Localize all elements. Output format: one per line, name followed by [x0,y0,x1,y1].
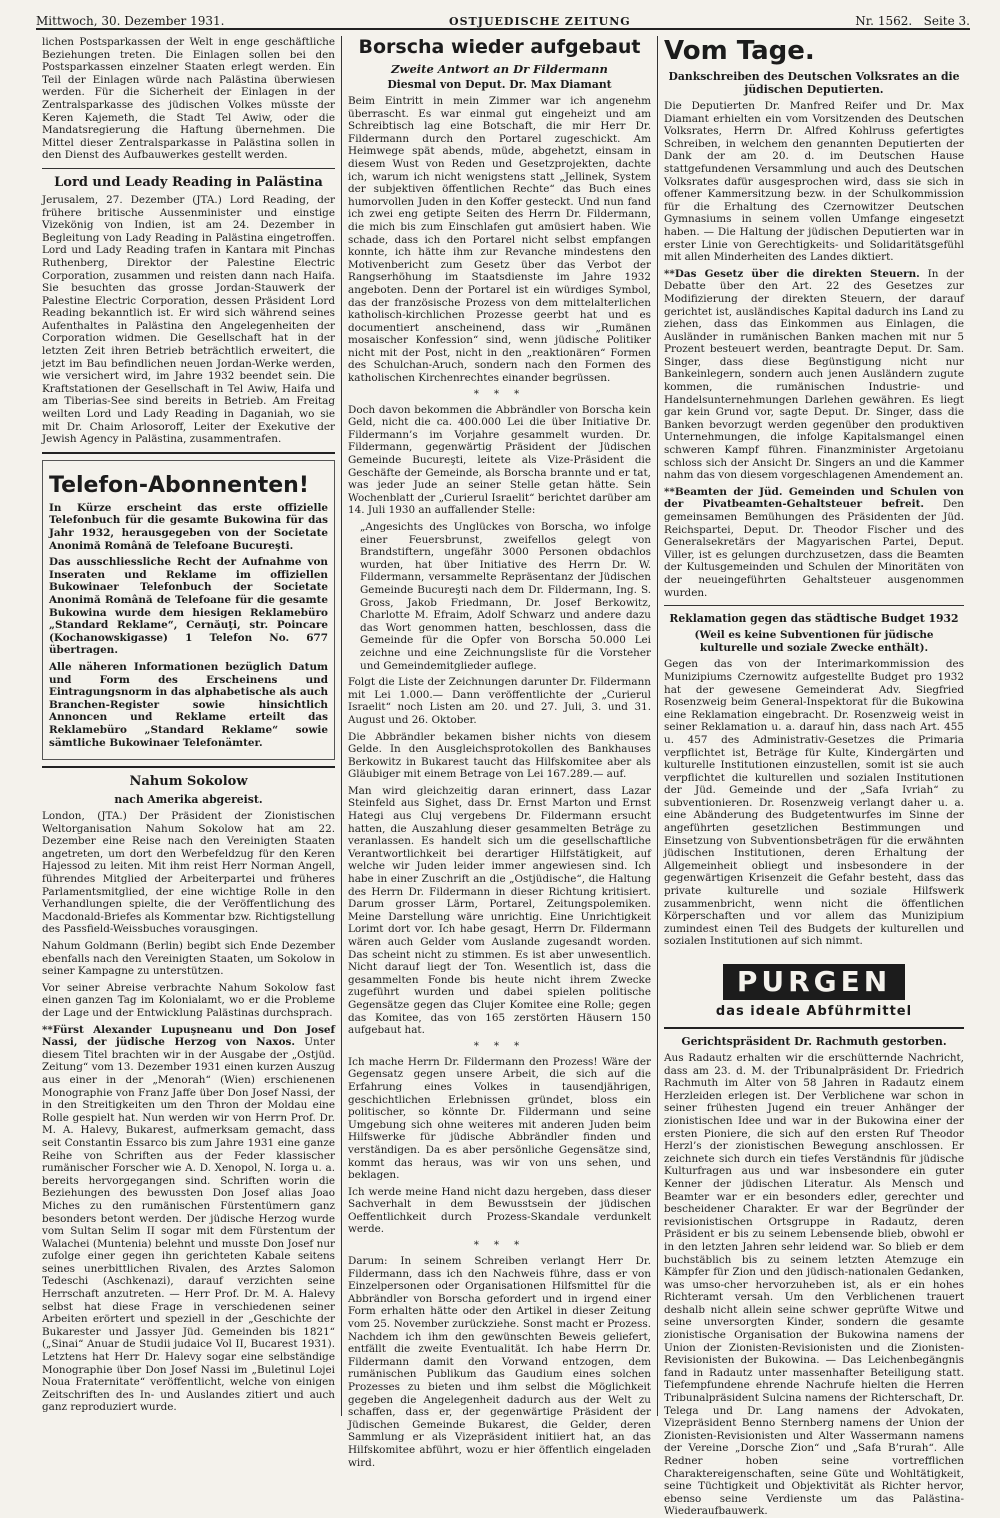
issue-number-page [855,14,970,28]
article-subtitle-sokolow: nach Amerika abgereist. [114,793,263,807]
article-text: Die Deputierten Dr. Manfred Reifer und Dr. Max Diamant erhielten ein vom Vorsitzenden des Deutschen Volksrates, Herrn Dr. Alfred Kohlruss gefertigtes Schreiben, in welchem den genannten Deputierten der Dank der am 20. d. im Deutschen Hause stattgefundenen Versammlung und auch des Deutschen Volksrates dafür ausgesprochen wird, dass sie sich in offener Kammersitzung bezw. in der Schulkommission für die Erhaltung des Czernowitzer Deutschen Gymnasiums in seinem vollen Umfange eingesetzt haben. — Die Haltung der jüdischen Deputierten war in erster Linie von Gerechtigkeits- und Solidaritätsgefühl mit allen Minderheiten des Landes diktiert. [664,100,964,264]
issue-date: Mittwoch, 30. Dezember 1931. [36,14,225,28]
divider [664,605,964,606]
article-text: London, (JTA.) Der Präsident der Zionistischen Weltorganisation Nahum Sokolow hat am 22. Dezember eine Reise nach den Vereinigten Staaten angetreten, um dort den Werbefeldzug für den Keren Hajessod zu leiten. Mit ihm reist Herr Norman Angell, führendes Mitglied der Arbeiterpartei und früheres Parlamentsmitglied, der eine wichtige Rolle in den Verhandlungen spielte, die der Veröffentlichung des Macdonald-Briefes als Kommentar bzw. Richtigstellung des Passfield-Weissbuches vorausgingen. [42,810,335,936]
article-subtitle-reklamation: (Weil es keine Subventionen für jüdische kulturelle und soziale Zwecke enthält). [694,629,934,654]
article-text-reading: Jerusalem, 27. Dezember (JTA.) Lord Reading, der frühere britische Aussenminister und einstige Vizekönig von Indien, ist am 24. Dezember in Begleitung von Lady Reading in Palästina eingetroffen. Lord und Lady Reading trafen in Kantara mit Pinchas Ruthenberg, Direktor der Palestine Electric Corporation, zusammen und reisten dann nach Haifa. Sie besuchten das grosse Jordan-Stauwerk der Palestine Electric Corporation, dessen Präsident Lord Reading bekanntlich ist. Er wird sich während seines Aufenthaltes in Palästina den Angelegenheiten der Corporation widmen. Die Gesellschaft hat in der letzten Zeit ihren Betrieb beträchtlich erweitert, die jetzt im Bau befindlichen neuen Jordan-Werke werden, wie versichert wird, im Jahre 1932 beendet sein. Die Kraftstationen der Gesellschaft in Tel Awiw, Haifa und am Tiberias-See sind bereits in Betrieb. Am Freitag weilten Lord und Lady Reading in Daganiah, wo sie mit Dr. Chaim Arlosoroff, Leiter der Exekutive der Jewish Agency in Palästina, zusammentrafen. [42,193,335,446]
article-lead-gesetz: **Das Gesetz über die direkten Steuern. [664,267,920,280]
section-title-vom-tage: Vom Tage. [664,36,815,66]
masthead [36,6,970,30]
article-title-dank: Dankschreiben des Deutschen Volksrates an die jüdischen Deputierten. [668,70,960,96]
page-number: Seite 3. [923,14,970,28]
article-subtitle-borscha: Zweite Antwort an Dr Fildermann [391,62,608,76]
article-title-borscha: Borscha wieder aufgebaut [358,36,641,58]
article-text: Vor seiner Abreise verbrachte Nahum Sokolow fast einen ganzen Tag im Kolonialamt, wo er die Probleme der Lage und der Entwicklung Palästinas durchsprach. [42,981,335,1019]
article-lead-nassi: **Fürst Alexander Lupuşneanu und Don Josef Nassi, der jüdische Herzog von Naxos. [42,1023,335,1049]
article-title-sokolow: Nahum Sokolow [129,774,248,790]
article-text: Aus Radautz erhalten wir die erschütternde Nachricht, dass am 23. d. M. der Tribunalpräsident Dr. Friedrich Rachmuth im Alter von 58 Jahren in Radautz einem Herzleiden erlegen ist. Der Verblichene war schon in seiner frühesten Jugend ein treuer Anhänger der zionistischen Idee und war in der Bukowina einer der ersten Pioniere, die sich auf den ersten Ruf Theodor Herzl’s der zionistischen Bewegung anschlossen. Er zeichnete sich durch ein tiefes Verständnis für jüdische Kulturfragen aus und war insbesondere ein guter Kenner der jüdischen Literatur. Als Mensch und Beamter war er ein besonders edler, gerechter und bescheidener Charakter. Er war der Begründer der revisionistischen Ortsgruppe in Radautz, deren Präsident er bis zu seinem Lebensende blieb, obwohl er in den letzten Jahren sehr leidend war. So blieb er dem buchstäblich bis zu seinem letzten Atemzuge ein Kämpfer für Zion und den jüdisch-nationalen Gedanken, was umso-cher hervorzuheben ist, als er ein hohes Richteramt versah. Um den Verblichenen trauert deshalb nicht allein seine schwer geprüfte Witwe und seine unversorgten Kinder, sondern die gesamte zionistische Organisation der Bukowina namens der Union der Zionisten-Revisionisten und die Zionisten-Revisionisten der Bukowina. — Das Leichenbegängnis fand in Radautz unter massenhafter Beteiligung statt. Tiefempfundene ehrende Nachrufe hielten die Herren Tribunalpräsident Sulcina namens der Richterschaft, Dr. Telega und Dr. Lang namens der Advokaten, Vizepräsident Benno Sternberg namens der Union der Zionisten-Revisionisten und Alter Wassermann namens der Vereine „Dorsche Zion“ und „Safa B’rurah“. Alle Redner hoben seine vortrefflichen Charaktereigenschaften, seine Güte und Wohltätigkeit, seine Tüchtigkeit und Objektivität als Richter hervor, ebenso seine Verdienste um das Palästina-Wiederaufbauwerk. [664,1052,964,1518]
article-text-gesetz [664,268,964,482]
article-text-nassi [42,1024,335,1414]
divider [664,1027,964,1029]
purgen-ad-tagline: das ideale Abführmittel [715,1004,913,1019]
article-text: Die Abbrändler bekamen bisher nichts von diesem Gelde. In den Ausgleichsprotokollen des Bankhauses Berkowitz in Bukarest taucht das Hilfskomitee aber als Gläubiger mit einem Betrage von Lei 167.289.— auf. [348,730,651,781]
section-stars: * * * [473,1240,526,1252]
article-byline: Diesmal von Deput. Dr. Max Diamant [387,78,612,91]
article-quote: „Angesichts des Unglückes von Borscha, wo infolge einer Feuersbrunst, zweifellos gelegt von Brandstiftern, ungefähr 3000 Personen obdachlos wurden, hat über Initiative des Herrn Dr. W. Fildermann, versammelte Repräsentanz der Jüdischen Gemeinde Bucureşti nach dem Dr. Fildermann, Ing. S. Gross, Jakob Friedmann, Dr. Josef Berkowitz, Charlotte M. Efraim, Adolf Schwarz und andere dazu das Wort genommen hatten, beschlossen, dass die Gemeinde für die Opfer von Borscha 50.000 Lei zeichne und eine Zeichnungsliste für die Vorsteher und Gemeindemitglieder auflege. [360,521,651,672]
divider [42,452,335,454]
article-title-reading: Lord und Leady Reading in Palästina [54,174,323,190]
article-lead-beamten: **Beamten der Jüd. Gemeinden und Schulen von der Pivatbeamten-Gehaltsteuer befreit. [664,485,964,511]
article-title-reklamation: Reklamation gegen das städtische Budget 1932 [669,612,959,626]
ad-text: Das ausschliessliche Recht der Aufnahme von Inseraten und Reklame im offiziellen Bukowinaer Telefonbuch der Societate Anonimă Română de Telefoane für die gesamte Bukowina wurde dem hiesigen Reklamebüro „Standard Reklame“, Cernăuţi, str. Poincare (Kochanowskigasse) 1 Telefon No. 677 übertragen. [49,556,328,657]
article-text-beamten [664,486,964,599]
article-continuation: lichen Postsparkassen der Welt in enge geschäftliche Beziehungen treten. Die Einlagen sollen bei den Postsparkassen einzelner Staaten erlegt werden. Ein Teil der Einlagen würde nach Palästina überwiesen werden. Für die Sicherheit der Einlagen in der Zentralsparkasse des jüdischen Volkes müsste der Keren Kajemeth, die Stadt Tel Awiw, oder die Mandatsregierung die Haftung übernehmen. Die Mittel dieser Zentralsparkasse in Palästina sollen in den Dienst des Aufbauwerkes gestellt werden. [42,36,335,162]
article-text: Doch davon bekommen die Abbrändler von Borscha kein Geld, nicht die ca. 400.000 Lei die über Initiative Dr. Fildermann’s im Vorjahre gesammelt wurden. Dr. Fildermann, gegenwärtig Präsident der Jüdischen Gemeinde Bucureşti, leitete als Vize-Präsident die Geschäfte der Gemeinde, als Borscha brannte und er tat, was jeder Jude an seiner Stelle getan hätte. Sein Wochenblatt der „Curierul Israelit“ berichtet darüber am 14. Juli 1930 an auffallender Stelle: [348,403,651,517]
divider [42,168,335,169]
article-body-gesetz: In der Debatte über den Art. 22 des Gesetzes zur Modifizierung der direkten Steuern, der darauf gerichtet ist, ausländisches Kapital dadurch ins Land zu ziehen, dass das Einkommen aus Einlagen, die Ausländer in rumänischen Banken machen mit nur 5 Prozent besteuert werden, beantragte Deput. Dr. Sam. Singer, dass diese Begünstigung nicht nur Bankeinlegern, sondern auch jenen Ausländern zugute kommen, die rumänischen Industrie- und Handelsunternehmungen Darlehen gewähren. Es liegt gar kein Grund vor, sagte Deput. Dr. Singer, dass die Banken bevorzugt werden gegenüber den produktiven Unternehmungen, die infolge Kapitalsmangel einen schweren Kampf führen. Finanzminister Argetoianu schloss sich der Ansicht Dr. Singers an und die Kammer nahm das von diesem vorgeschlagenen Amendement an. [664,267,964,482]
article-title-rachmuth: Gerichtspräsident Dr. Rachmuth gestorben. [681,1035,947,1048]
article-text: Folgt die Liste der Zeichnungen darunter Dr. Fildermann mit Lei 1.000.— Dann veröffentlichte der „Curierul Israelit“ noch Listen am 20. und 27. Juli, 3. und 31. August und 26. Oktober. [348,676,651,726]
article-text: Nahum Goldmann (Berlin) begibt sich Ende Dezember ebenfalls nach den Vereinigten Staaten, um Sokolow in seiner Kampagne zu unterstützen. [42,940,335,978]
column-middle [342,36,658,1469]
article-text: Darum: In seinem Schreiben verlangt Herr Dr. Fildermann, dass ich den Nachweis führe, dass er von Einzelpersonen oder Organisationen Hilfsmittel für die Abbrändler von Borscha gefordert und in irgend einer Form erhalten hätte oder den Artikel in dieser Zeitung vom 25. November zurückziehe. Sonst macht er Prozess. Nachdem ich ihm den gewünschten Beweis geliefert, entfällt die zweite Eventualität. Ich habe Herrn Dr. Fildermann damit den Vorwand entzogen, dem rumänischen Publikum das Gaudium eines solchen Prozesses zu bieten und ihm selbst die Möglichkeit gegeben die Angelegenheit dadurch aus der Welt zu schaffen, dass er, der gegenwärtige Präsident der Jüdischen Gemeinde Bukarest, die Gelder, deren Sammlung er als Vizepräsident initiiert hat, an das Hilfskomitee abführt, wozu er hier öffentlich eingeladen wird. [348,1255,651,1469]
section-stars: * * * [473,388,526,400]
article-body-nassi: Unter diesem Titel brachten wir in der Ausgabe der „Ostjüd. Zeitung“ vom 13. Dezember 1931 einen kurzen Auszug aus einer in der „Menorah“ (Wien) erschienenen Monographie von Franz Jaffe über Don Josef Nassi, der in den Streitigkeiten um den Thron der Moldau eine Rolle gespielt hat. Nun werden wir von Herrn Prof. Dr. M. A. Halevy, Bukarest, aufmerksam gemacht, dass seit Constantin Essarco bis zum Jahre 1931 eine ganze Reihe von Schriften aus der Feder klassischer rumänischer Forscher wie A. D. Xenopol, N. Iorga u. a. bereits hervorgegangen sind. Schriften worin die Beziehungen des bewussten Don Josef alias Joao Miches zu den rumänischen Fürstentümern ganz besonders betont werden. Der jüdische Herzog wurde vom Sultan Selim II sogar mit dem Fürstentum der Walachei (Muntenia) belehnt und musste Don Josef nur zufolge einer gegen ihn gerichteten Kabale seitens seines unerbittlichen Rivalen, des Arztes Salomon Tedeschi (Aschkenazi), darauf verzichten seine Herrschaft anzutreten. — Herr Prof. Dr. M. A. Halevy selbst hat diese Frage in verschiedenen seiner Arbeiten erörtert und speziell in der „Geschichte der Bukarester und Jassyer Jüd. Gemeinden bis 1821“ („Sinai“ Anuar de Studii judaice Vol II, Bucarest 1931). Letztens hat Herr Dr. Halevy sogar eine selbständige Monographie über Don Josef Nassi im „Buletinul Lojei Noua Fraternitate“ veröffentlicht, welche von einigen Zeitschriften des In- und Auslandes zitiert und auch ganz reproduziert wurde. [42,1036,335,1414]
ad-text: Alle näheren Informationen bezüglich Datum und Form des Erscheinens und Eintragungsnorm in das alphabetische als auch Branchen-Register sowie hinsichtlich Annoncen und Reklame erteilt das Reklamebüro „Standard Reklame“ sowie sämtliche Bukowinaer Telefonämter. [49,660,328,749]
article-text: Ich mache Herrn Dr. Fildermann den Prozess! Wäre der Gegensatz gegen unsere Arbeit, die sich auf die Erfahrung eines Volkes in tausendjährigen, geschichtlichen Erlebnissen gründet, bloss ein politischer, so könnte Dr. Fildermann und seine Umgebung sich ohne weiteres mit anderen Juden beim Hilfswerke für jüdische Abbrändler finden und verständigen. Da es aber persönliche Gegensätze sind, kommt das heraus, was wir von uns sehen, und beklagen. [348,1055,651,1182]
ad-text: In Kürze erscheint das erste offizielle Telefonbuch für die gesamte Bukowina für das Jahr 1932, herausgegeben von der Societate Anonimă Română de Telefoane Bucureşti. [49,501,328,552]
paper-name: OSTJUEDISCHE ZEITUNG [449,15,631,28]
ad-title-telefon: Telefon-Abonnenten! [49,472,309,498]
issue-number: Nr. 1562. [855,14,913,28]
article-body-beamten: Den gemeinsamen Bemühungen des Präsidenten der Jüd. Reichspartei, Deput. Dr. Theodor Fischer und des Generalsekretärs der Magyarischen Partei, Deput. Viller, ist es gelungen durchzusetzen, dass die Beamten der Kultusgemeinden und Schulen der Minoritäten von der neueingeführten Gehaltsteuer ausgenommen wurden. [664,498,964,599]
column-left [36,36,342,1416]
article-text: Gegen das von der Interimarkommission des Munizipiums Czernowitz aufgestellte Budget pro 1932 hat der gewesene Gemeinderat Adv. Siegfried Rosenzweig beim General-Inspektorat für die Bukowina eine Reklamation eingebracht. Dr. Rosenzweig weist in seiner Reklamation u. a. darauf hin, dass nach Art. 455 u. 457 des Administrativ-Gesetzes die Primaria verpflichtet ist, Beträge für Kulte, Kindergärten und kulturelle Institutionen einzustellen, somit ist sie auch verpflichtet die kulturellen und sozialen Institutionen der Jüd. Gemeinde und der „Safa Ivriah“ zu subventionieren. Dr. Rosenzweig verlangt daher u. a. eine Abänderung des Budgetentwurfes im Sinne der angeführten gesetzlichen Bestimmungen und Einsetzung von Subventionsbeträgen für die erwähnten jüdischen Institutionen, deren Erhaltung der Allgemeinheit obliegt und insbesondere in der gegenwärtigen Krisenzeit die Gefahr besteht, dass das private kulturelle und soziale Hilfswerk zusammenbricht, wenn nicht die öffentlichen Körperschaften und vor allem das Munizipium zumindest einen Teil des Budgets der kulturellen und sozialen Institutionen auf sich nimmt. [664,658,964,948]
column-right [658,36,970,1518]
purgen-ad-logo: PURGEN [723,964,905,1000]
article-text: Ich werde meine Hand nicht dazu hergeben, dass dieser Sachverhalt in dem Bewusstsein der jüdischen Oeffentlichkeit durch Prozess-Skandale verdunkelt werde. [348,1185,651,1236]
section-stars: * * * [473,1040,526,1052]
divider [42,766,335,768]
article-text: Beim Eintritt in mein Zimmer war ich angenehm überrascht. Es war einmal gut eingeheizt und am Schreibtisch lag eine Botschaft, die mir Herr Dr. Fildermann durch den Portarel zugeschickt. Am Heimwege spät abends, müde, abgehetzt, einsam in diesem Wust von Reden und Gesetzprojekten, dachte ich, warum ich nicht wenigstens statt „Jellinek, System der subjektiven öffentlichen Rechte“ das Buch eines humorvollen Juden in den Koffer gesteckt. Und nun fand ich zwei eng getipte Seiten des Herrn Dr. Fildermann, die mich bis zum Einschlafen gut amüsiert haben. Wie schade, dass ich den Portarel nicht selbst empfangen konnte, ich hätte ihm zur Revanche mindestens den Motivenbericht zum Gesetz über das Verbot der Rangserhöhung im Staatsdienste im Jahre 1932 angeboten. Denn der Portarel ist ein würdiges Symbol, das der französische Prozess von dem mittelalterlichen katholisch-kirchlichen Prozesse geerbt hat und es documentiert anscheinend, dass wir „Rumänen mosaischer Konfession“ sind, wenn jüdische Politiker nicht mit der Post, nicht in den „reaktionären“ Formen des Schulchan-Aruch, sondern nach den Formen des katholischen Kirchenrechtes einander begrüssen. [348,95,651,385]
article-text: Man wird gleichzeitig daran erinnert, dass Lazar Steinfeld aus Sighet, dass Dr. Ernst Marton und Ernst Hategi aus Cluj vergebens Dr. Fildermann ersucht hatten, die Auszahlung dieser gesammelten Beträge zu veranlassen. Es handelt sich um die gesellschaftliche Verantwortlichkeit bei derartiger Hilfstätigkeit, auf welche wir Juden leider immer angewiesen sind. Ich habe in einer Zuschrift an die „Ostjüdische“, die Haltung des Herrn Dr. Fildermann in dieser Richtung kritisiert. Darum grosser Lärm, Portarel, Zeitungspolemiken. Meine Darstellung wäre unrichtig. Eine Unrichtigkeit Lorimt dort vor. Ich habe gesagt, Herrn Dr. Fildermann wären auch Gelder vom Auslande zugesandt worden. Das scheint nicht zu stimmen. Es ist aber unwesentlich. Nicht darauf liegt der Ton. Wesentlich ist, dass die gesammelten Fonde bis heute nicht ihrem Zwecke zugeführt wurden und dabei spielen politische Gegensätze gegen das Clujer Komitee eine Rolle; gegen das Komitee, das von 165 zerstörten Häusern 150 aufgebaut hat. [348,784,651,1037]
telefon-ad [42,460,335,760]
